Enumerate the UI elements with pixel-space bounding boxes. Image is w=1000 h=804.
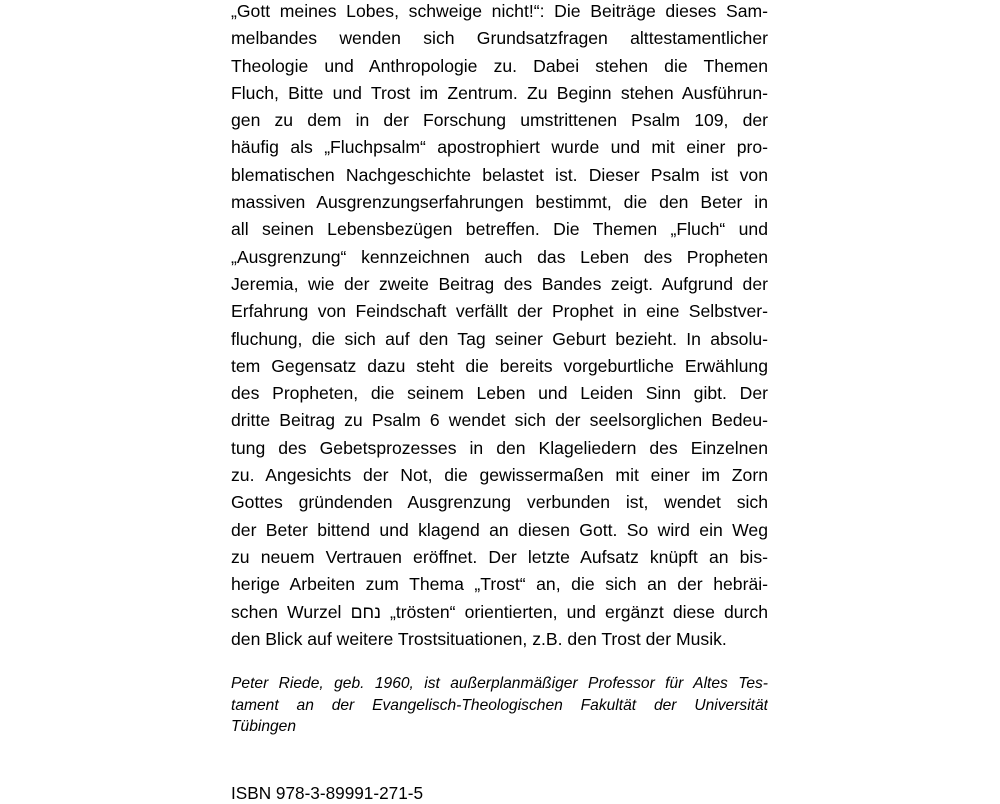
author-bio <box>231 673 768 738</box>
blurb-line: melbandes wenden sich Grundsatzfragen alttestamentlicher <box>231 28 768 49</box>
blurb-line: häufig als „Fluchpsalm“ apostrophiert wurde und mit einer pro- <box>231 137 768 158</box>
author-bio-line: Peter Riede, geb. 1960, ist außerplanmäßiger Professor für Altes Tes- <box>231 675 768 692</box>
blurb-line: Theologie und Anthropologie zu. Dabei stehen die Themen <box>231 55 768 76</box>
blurb-line: all seinen Lebensbezügen betreffen. Die Themen „Fluch“ und <box>231 219 768 240</box>
blurb-line: herige Arbeiten zum Thema „Trost“ an, die sich an der hebräi- <box>231 574 768 595</box>
blurb-line: tem Gegensatz dazu steht die bereits vorgeburtliche Erwählung <box>231 355 768 376</box>
blurb-line: Gottes gründenden Ausgrenzung verbunden ist, wendet sich <box>231 492 768 513</box>
blurb-line: „Gott meines Lobes, schweige nicht!“: Die Beiträge dieses Sam- <box>231 1 768 21</box>
blurb-line: Fluch, Bitte und Trost im Zentrum. Zu Beginn stehen Ausführun- <box>231 82 768 103</box>
blurb-line: tung des Gebetsprozesses in den Klageliedern des Einzelnen <box>231 437 768 458</box>
blurb-line: Erfahrung von Feindschaft verfällt der Prophet in eine Selbstver- <box>231 301 768 322</box>
blurb-line: massiven Ausgrenzungserfahrungen bestimmt, die den Beter in <box>231 192 768 213</box>
blurb-line: zu neuem Vertrauen eröffnet. Der letzte Aufsatz knüpft an bis- <box>231 546 768 567</box>
blurb-line: dritte Beitrag zu Psalm 6 wendet sich der seelsorglichen Bedeu- <box>231 410 768 431</box>
author-bio-line: Tübingen <box>231 718 297 735</box>
blurb-line: blematischen Nachgeschichte belastet ist. Dieser Psalm ist von <box>231 164 768 185</box>
blurb-line: „Ausgrenzung“ kennzeichnen auch das Leben des Propheten <box>231 246 768 267</box>
blurb-line: zu. Angesichts der Not, die gewissermaßen mit einer im Zorn <box>231 465 768 486</box>
blurb-line: des Propheten, die seinem Leben und Leiden Sinn gibt. Der <box>231 383 768 404</box>
blurb-text <box>231 0 768 653</box>
blurb-line: fluchung, die sich auf den Tag seiner Geburt bezieht. In absolu- <box>231 328 768 349</box>
isbn-number: ISBN 978-3-89991-271-5 <box>231 783 424 803</box>
blurb-line: der Beter bittend und klagend an diesen Gott. So wird ein Weg <box>231 519 768 540</box>
author-bio-line: tament an der Evangelisch-Theologischen Fakultät der Universität <box>231 696 768 714</box>
blurb-line: den Blick auf weitere Trostsituationen, z.B. den Trost der Musik. <box>231 628 727 649</box>
blurb-line: schen Wurzel נחם „trösten“ orientierten, und ergänzt diese durch <box>231 601 768 622</box>
blurb-line: Jeremia, wie der zweite Beitrag des Bandes zeigt. Aufgrund der <box>231 273 768 294</box>
blurb-line: gen zu dem in der Forschung umstrittenen Psalm 109, der <box>231 110 768 131</box>
